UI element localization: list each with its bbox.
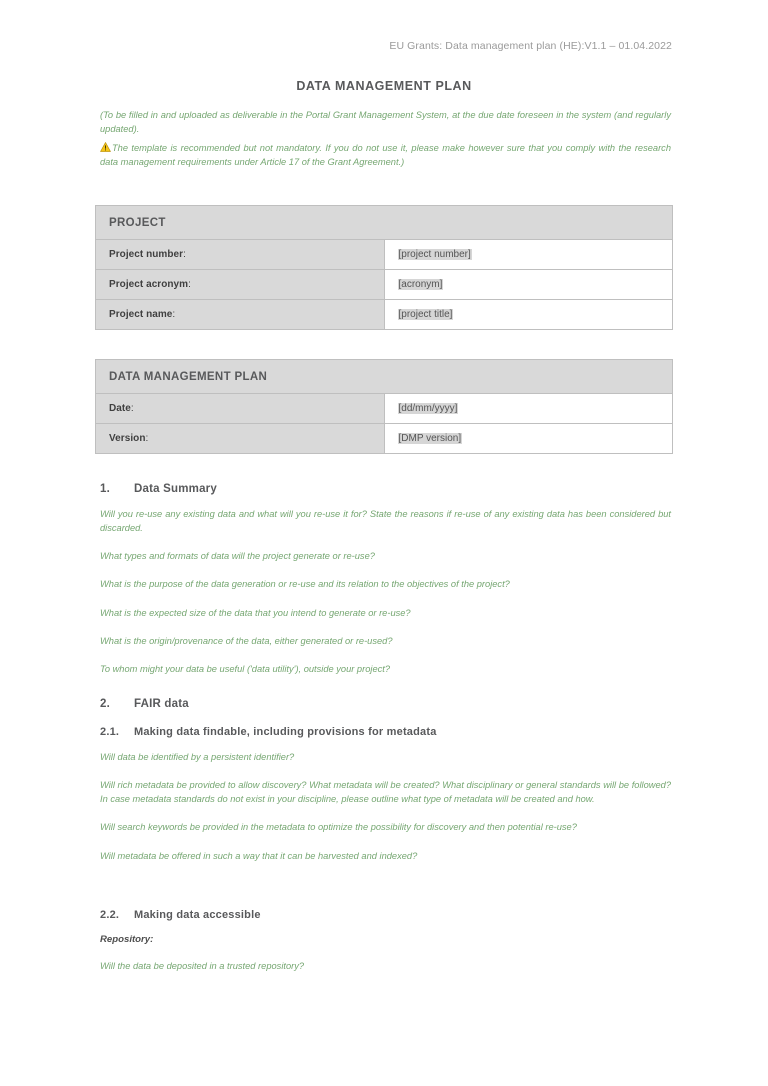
table-row <box>96 424 673 454</box>
label-text: Date <box>109 403 131 414</box>
running-header: EU Grants: Data management plan (HE):V1.1 – 01.04.2022 <box>389 40 672 52</box>
question-item: What is the purpose of the data generation or re-use and its relation to the objectives of the project? <box>100 579 510 590</box>
intro-block <box>100 108 671 170</box>
row-label-project-name <box>96 300 385 330</box>
question-item: Will rich metadata be provided to allow discovery? What metadata will be created? What disciplinary or general standards will be followed? In case metadata standards do not exist in your discipline, please outline what type of metadata will be created and how. <box>100 780 671 805</box>
intro-paragraph-1: (To be filled in and uploaded as deliverable in the Portal Grant Management System, at the due date foreseen in the system (and regularly updated). <box>100 110 671 135</box>
label-text: Project acronym <box>109 279 189 290</box>
row-value-project-name[interactable] <box>384 300 673 330</box>
field-placeholder[interactable]: [DMP version] <box>398 433 462 444</box>
heading-making-data-accessible <box>100 909 671 921</box>
row-label-project-acronym <box>96 270 385 300</box>
table-header-row <box>96 206 673 240</box>
row-label-project-number <box>96 240 385 270</box>
dmp-table <box>95 359 673 454</box>
heading-text: Data Summary <box>134 483 217 495</box>
question-item: What is the expected size of the data that you intend to generate or re-use? <box>100 607 411 618</box>
project-table-header: PROJECT <box>96 206 673 240</box>
row-value-project-acronym[interactable] <box>384 270 673 300</box>
question-item: Will the data be deposited in a trusted repository? <box>100 961 305 971</box>
label-text: Project name <box>109 309 173 320</box>
label-colon: : <box>188 279 191 290</box>
heading-data-summary <box>100 483 671 495</box>
table-row <box>96 270 673 300</box>
dmp-table-header: DATA MANAGEMENT PLAN <box>96 360 673 394</box>
label-text: Project number <box>109 249 184 260</box>
heading-fair-data <box>100 698 671 710</box>
row-value-project-number[interactable] <box>384 240 673 270</box>
heading-text: Making data findable, including provisions for metadata <box>134 726 437 738</box>
heading-number: 2.1. <box>100 726 120 738</box>
question-item: What types and formats of data will the project generate or re-use? <box>100 551 375 562</box>
project-table <box>95 205 673 330</box>
table-header-row <box>96 360 673 394</box>
table-row <box>96 394 673 424</box>
section-making-data-findable <box>100 726 671 863</box>
label-colon: : <box>183 249 186 260</box>
heading-making-data-findable <box>100 726 671 738</box>
section-making-data-accessible <box>100 909 671 973</box>
heading-text: FAIR data <box>134 698 189 710</box>
page-title: DATA MANAGEMENT PLAN <box>296 79 472 93</box>
label-colon: : <box>172 309 176 320</box>
section-data-summary <box>100 483 671 676</box>
sub-heading-repository: Repository: <box>100 934 154 945</box>
row-value-version[interactable] <box>384 424 673 454</box>
warning-triangle-icon <box>100 142 111 152</box>
section-fair-data <box>100 698 671 710</box>
row-label-version <box>96 424 385 454</box>
question-item: Will metadata be offered in such a way that it can be harvested and indexed? <box>100 850 418 861</box>
heading-text: Making data accessible <box>134 909 261 921</box>
field-placeholder[interactable]: [project title] <box>398 309 453 320</box>
label-colon: : <box>145 433 149 444</box>
label-colon: : <box>130 403 134 414</box>
question-item: Will search keywords be provided in the metadata to optimize the possibility for discovery and then potential re-use? <box>100 822 577 833</box>
intro-paragraph-2 <box>100 141 671 169</box>
row-label-date <box>96 394 385 424</box>
label-text: Version <box>109 433 146 444</box>
question-item: Will you re-use any existing data and what will you re-use it for? State the reasons if re-use of any existing data has been considered but discarded. <box>100 509 671 534</box>
heading-number: 2. <box>100 698 110 710</box>
field-placeholder[interactable]: [dd/mm/yyyy] <box>398 403 458 414</box>
heading-number: 2.2. <box>100 909 120 921</box>
table-row <box>96 300 673 330</box>
question-item: What is the origin/provenance of the data, either generated or re-used? <box>100 635 393 646</box>
field-placeholder[interactable]: [acronym] <box>398 279 443 290</box>
row-value-date[interactable] <box>384 394 673 424</box>
question-item: Will data be identified by a persistent identifier? <box>100 752 295 762</box>
question-item: To whom might your data be useful ('data utility'), outside your project? <box>100 663 391 674</box>
field-placeholder[interactable]: [project number] <box>398 249 471 260</box>
heading-number: 1. <box>100 483 110 495</box>
table-row <box>96 240 673 270</box>
intro-paragraph-2-text: The template is recommended but not mandatory. If you do not use it, please make however sure that you comply with the research data management requirements under Article 17 of the Grant Agreement.) <box>100 143 671 168</box>
